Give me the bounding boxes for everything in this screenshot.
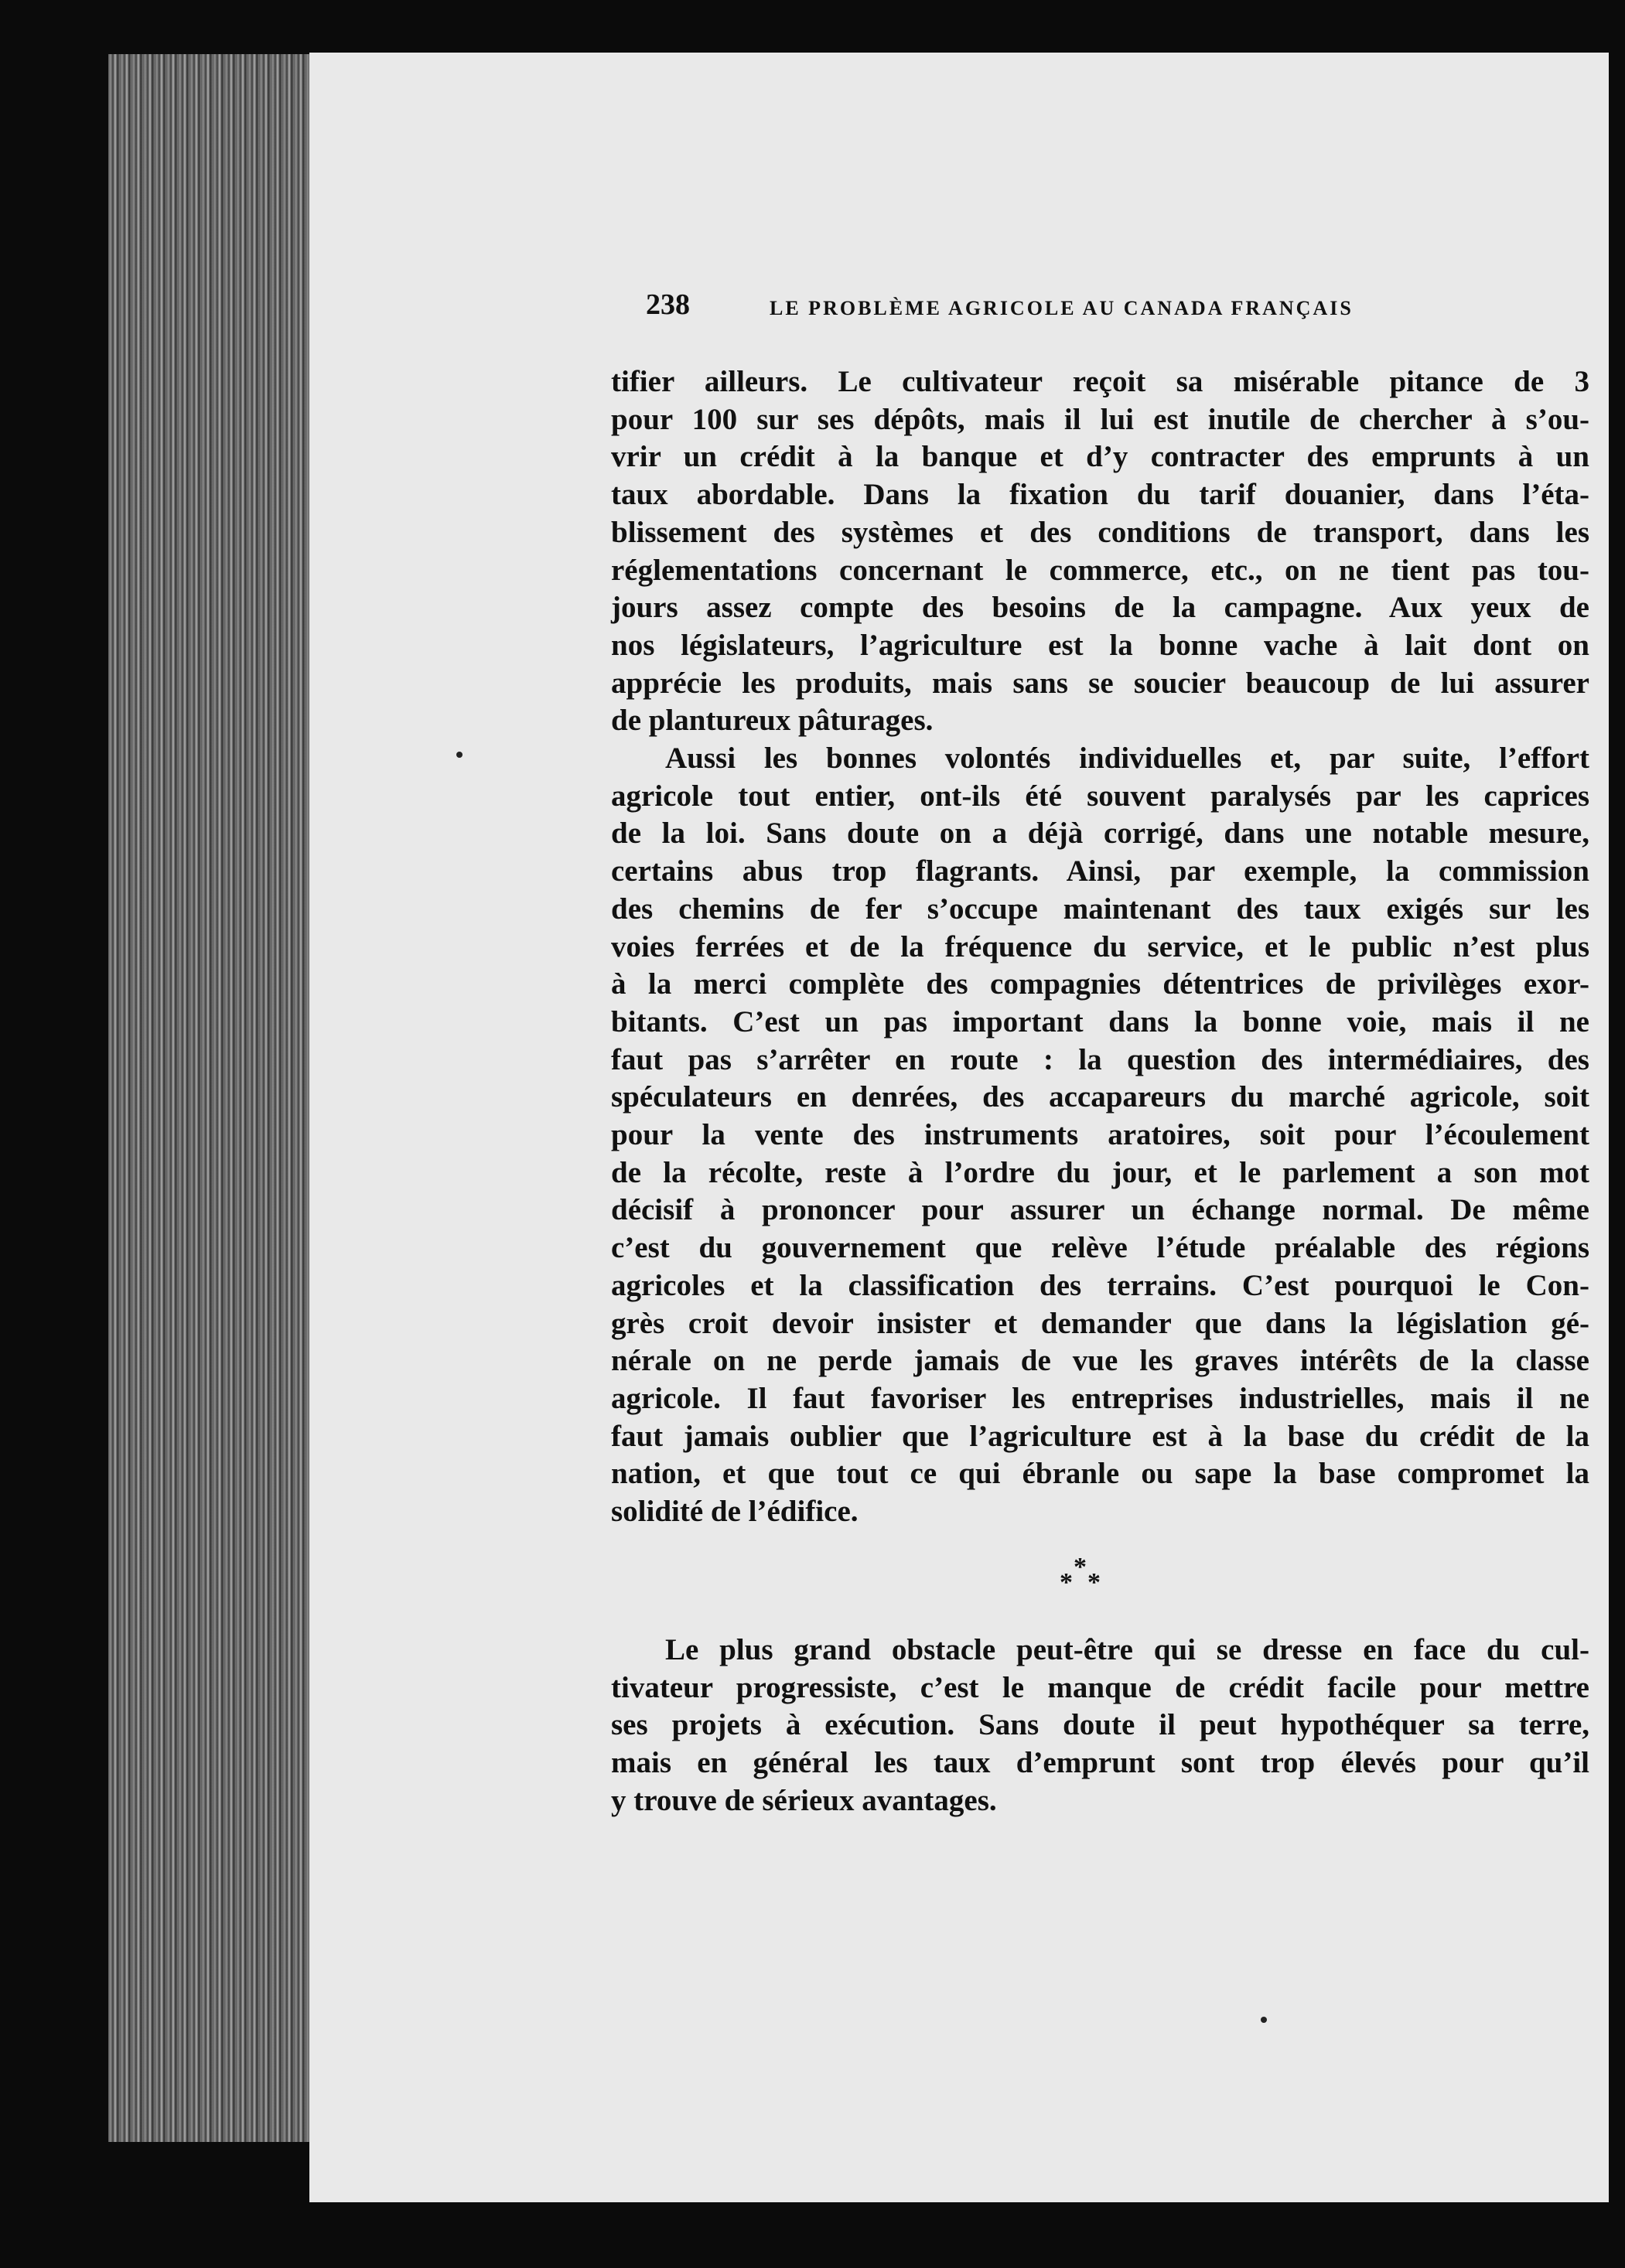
text-line: vrir un crédit à la banque et d’y contracter des emprunts à un (611, 440, 1589, 474)
asterisk: * (1074, 1553, 1087, 1581)
running-head (646, 288, 1481, 326)
paragraph-2 (611, 740, 1589, 1531)
text-line: pour la vente des instruments aratoires, soit pour l’écoulement (611, 1118, 1589, 1152)
text-line: jours assez compte des besoins de la campagne. Aux yeux de (611, 591, 1589, 625)
asterisk: * (1087, 1568, 1101, 1597)
main-text (611, 363, 1589, 1531)
text-line: à la merci complète des compagnies détentrices de privilèges exor- (611, 967, 1589, 1001)
text-line: pour 100 sur ses dépôts, mais il lui est inutile de chercher à s’ou- (611, 402, 1589, 436)
main-text-continued (611, 1632, 1589, 1820)
paragraph-1 (611, 363, 1589, 740)
text-line: blissement des systèmes et des conditions de transport, dans les (611, 515, 1589, 549)
text-line: nérale on ne perde jamais de vue les graves intérêts de la classe (611, 1344, 1589, 1378)
text-line: de la loi. Sans doute on a déjà corrigé, dans une notable mesure, (611, 817, 1589, 851)
text-line: voies ferrées et de la fréquence du service, et le public n’est plus (611, 929, 1589, 963)
text-line: agricoles et la classification des terrains. C’est pourquoi le Con- (611, 1268, 1589, 1302)
text-line: mais en général les taux d’emprunt sont trop élevés pour qu’il (611, 1746, 1589, 1780)
text-line: taux abordable. Dans la fixation du tarif douanier, dans l’éta- (611, 478, 1589, 512)
text-line: tivateur progressiste, c’est le manque de crédit facile pour mettre (611, 1670, 1589, 1704)
asterisk: * (1060, 1568, 1073, 1597)
text-line: faut pas s’arrêter en route : la question des intermédiaires, des (611, 1042, 1589, 1076)
text-line: des chemins de fer s’occupe maintenant des taux exigés sur les (611, 892, 1589, 926)
text-line: spéculateurs en denrées, des accapareurs du marché agricole, soit (611, 1080, 1589, 1114)
text-line: ses projets à exécution. Sans doute il peut hypothéquer sa terre, (611, 1708, 1589, 1742)
text-line: y trouve de sérieux avantages. (611, 1783, 997, 1817)
text-line: grès croit devoir insister et demander que dans la législation gé- (611, 1306, 1589, 1340)
page-number: 238 (646, 288, 690, 321)
text-line: certains abus trop flagrants. Ainsi, par exemple, la commission (611, 854, 1589, 888)
text-line: nation, et que tout ce qui ébranle ou sape la base compromet la (611, 1457, 1589, 1491)
text-line: réglementations concernant le commerce, etc., on ne tient pas tou- (611, 553, 1589, 587)
text-line: tifier ailleurs. Le cultivateur reçoit sa misérable pitance de 3 (611, 365, 1589, 398)
text-line: nos législateurs, l’agriculture est la bonne vache à lait dont on (611, 628, 1589, 662)
text-line: c’est du gouvernement que relève l’étude préalable des régions (611, 1231, 1589, 1265)
running-title: LE PROBLÈME AGRICOLE AU CANADA FRANÇAIS (770, 297, 1354, 319)
ink-speck (456, 752, 463, 758)
text-line: de la récolte, reste à l’ordre du jour, et le parlement a son mot (611, 1155, 1589, 1189)
text-line: bitants. C’est un pas important dans la bonne voie, mais il ne (611, 1004, 1589, 1039)
text-line: décisif à prononcer pour assurer un échange normal. De même (611, 1193, 1589, 1227)
text-line: solidité de l’édifice. (611, 1495, 859, 1529)
text-line: Aussi les bonnes volontés individuelles et, par suite, l’effort (665, 742, 1589, 776)
text-line: Le plus grand obstacle peut-être qui se dresse en face du cul- (665, 1633, 1589, 1666)
text-line: agricole. Il faut favoriser les entreprises industrielles, mais il ne (611, 1381, 1589, 1415)
text-line: faut jamais oublier que l’agriculture est à la base du crédit de la (611, 1419, 1589, 1453)
text-line: agricole tout entier, ont-ils été souvent paralysés par les caprices (611, 779, 1589, 813)
text-line: de plantureux pâturages. (611, 704, 934, 738)
paragraph-3 (611, 1632, 1589, 1820)
section-break-asterism (1060, 1553, 1137, 1599)
text-line: apprécie les produits, mais sans se soucier beaucoup de lui assurer (611, 666, 1589, 700)
ink-speck (1261, 2017, 1267, 2023)
